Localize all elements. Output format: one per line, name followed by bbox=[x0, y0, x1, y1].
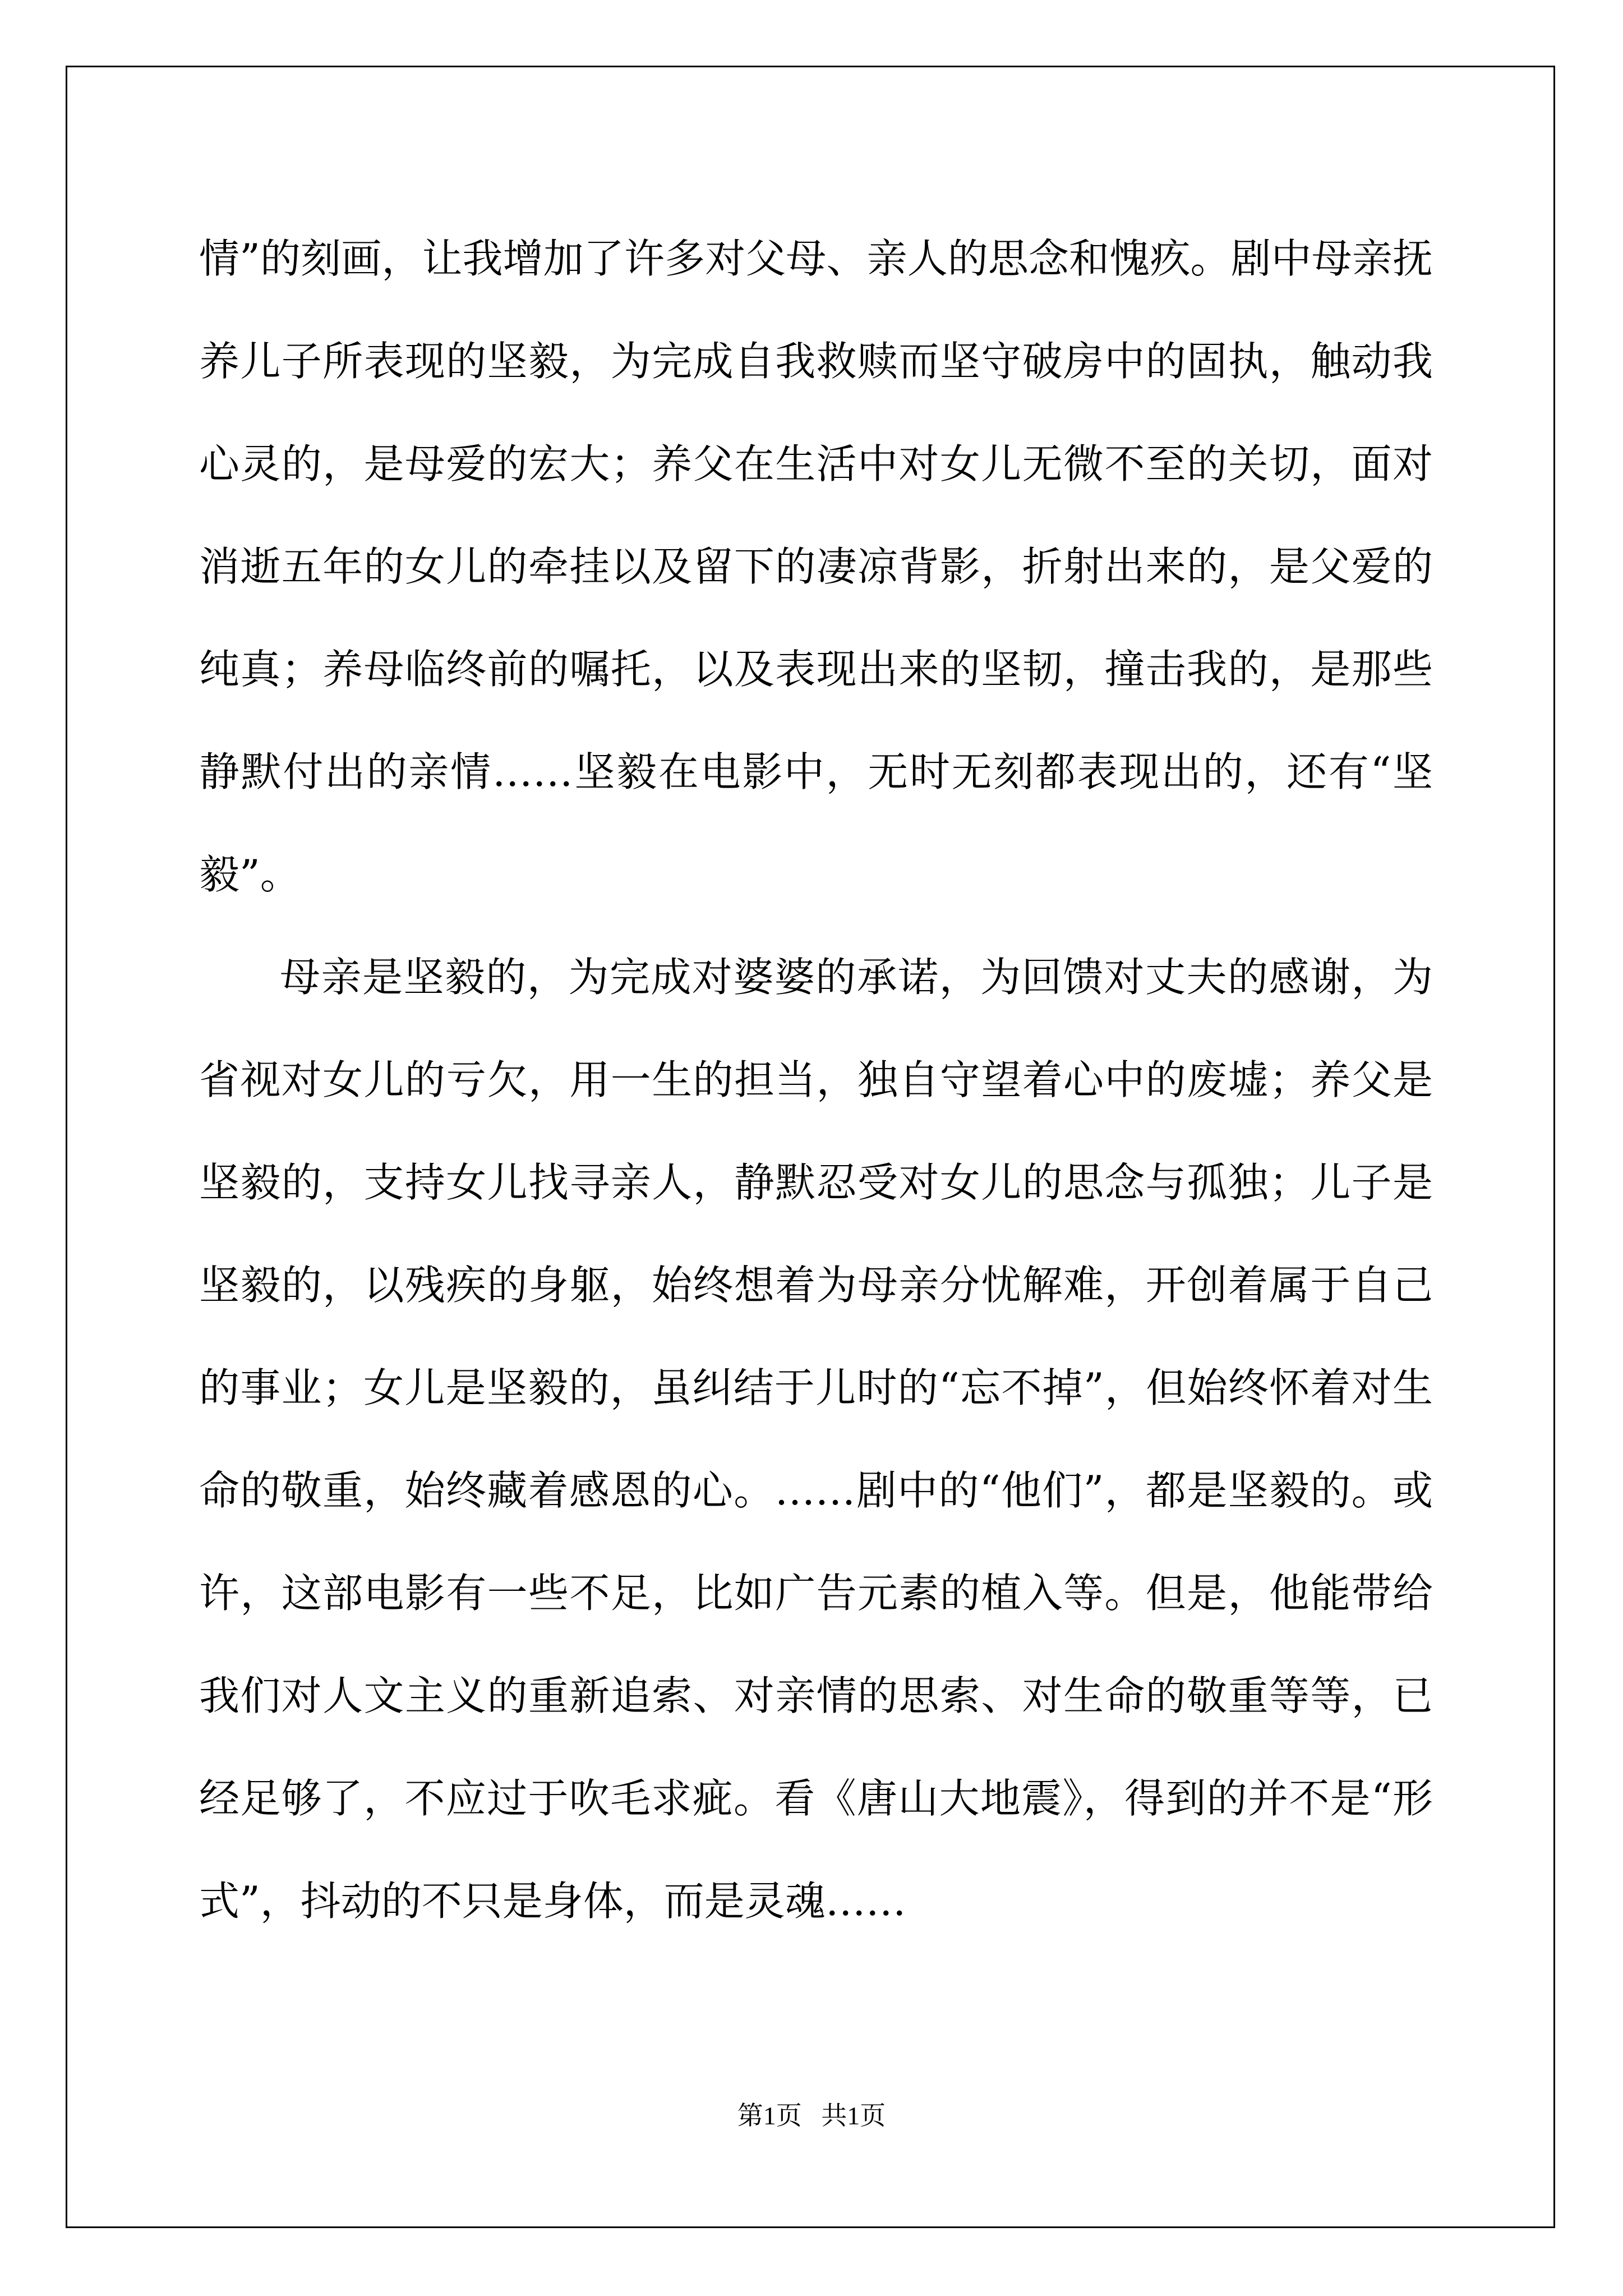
page-number-footer: 第1页 共1页 bbox=[737, 2101, 886, 2130]
document-body bbox=[199, 208, 1433, 1953]
paragraph-1: 情”的刻画，让我增加了许多对父母、亲人的思念和愧疚。剧中母亲抚养儿子所表现的坚毅，为完成自我救赎而坚守破房中的固执，触动我心灵的，是母爱的宏大；养父在生活中对女儿无微不至的关切，面对消逝五年的女儿的牵挂以及留下的凄凉背影，折射出来的，是父爱的纯真；养母临终前的嘱托，以及表现出来的坚韧，撞击我的，是那些静默付出的亲情……坚毅在电影中，无时无刻都表现出的，还有“坚毅”。 bbox=[199, 235, 1433, 898]
paragraph-2: 母亲是坚毅的，为完成对婆婆的承诺，为回馈对丈夫的感谢，为省视对女儿的亏欠，用一生的担当，独自守望着心中的废墟；养父是坚毅的，支持女儿找寻亲人，静默忍受对女儿的思念与孤独；儿子是坚毅的，以残疾的身躯，始终想着为母亲分忧解难，开创着属于自己的事业；女儿是坚毅的，虽纠结于儿时的“忘不掉”，但始终怀着对生命的敬重，始终藏着感恩的心。……剧中的“他们”，都是坚毅的。或许，这部电影有一些不足，比如广告元素的植入等。但是，他能带给我们对人文主义的重新追索、对亲情的思索、对生命的敬重等等，已经足够了，不应过于吹毛求疵。看《唐山大地震》，得到的并不是“形式”，抖动的不只是身体，而是灵魂…… bbox=[199, 954, 1433, 1925]
